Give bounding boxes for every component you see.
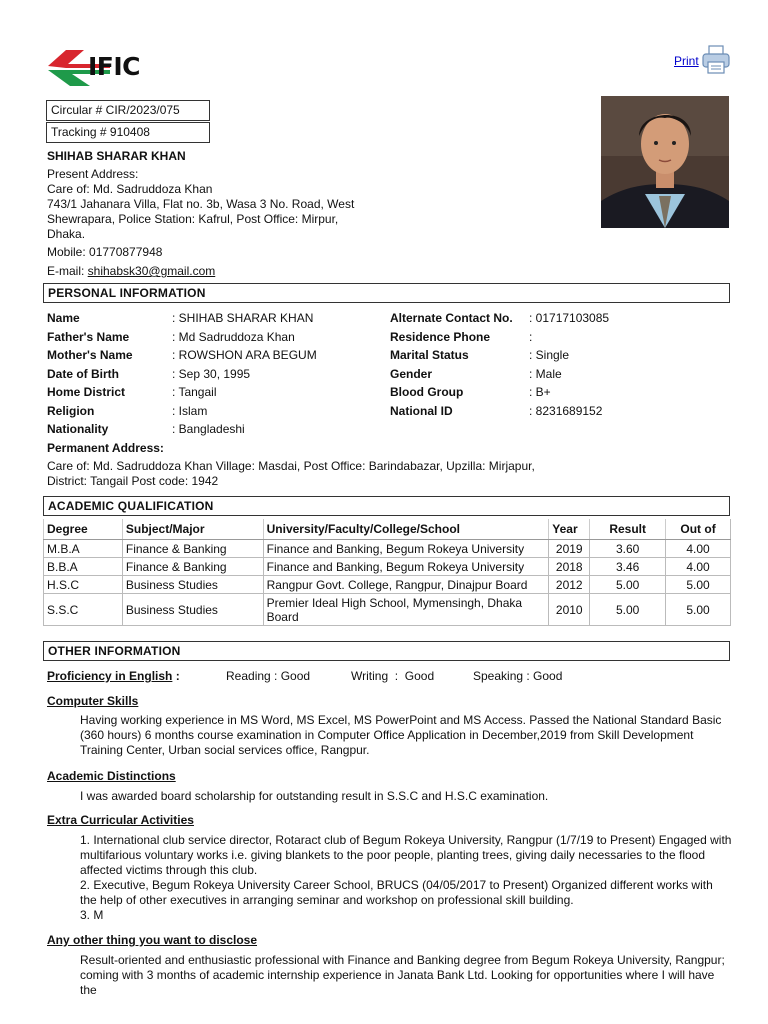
cell: 2012 — [549, 576, 590, 594]
table-header-row — [44, 519, 731, 540]
pi-label: Alternate Contact No. — [390, 311, 513, 325]
cell: Premier Ideal High School, Mymensingh, Dhaka Board — [263, 594, 549, 626]
cell: Finance and Banking, Begum Rokeya University — [263, 558, 549, 576]
column-header: Degree — [44, 519, 123, 540]
cell: Finance and Banking, Begum Rokeya University — [263, 540, 549, 558]
academic-header: ACADEMIC QUALIFICATION — [43, 496, 730, 516]
cell: 5.00 — [666, 576, 731, 594]
pi-label: Residence Phone — [390, 330, 491, 344]
address-line: Care of: Md. Sadruddoza Khan — [47, 182, 213, 196]
cell: 3.46 — [590, 558, 666, 576]
pi-value: : — [529, 330, 533, 344]
table-row — [44, 594, 731, 626]
cell: 2019 — [549, 540, 590, 558]
writing-level: Writing : Good — [351, 669, 435, 683]
email-row — [47, 264, 215, 278]
academic-table — [43, 519, 731, 626]
computer-skills-title: Computer Skills — [47, 694, 139, 708]
pi-value: : Islam — [172, 404, 208, 418]
cell: H.S.C — [44, 576, 123, 594]
email-label: E-mail: — [47, 264, 88, 278]
applicant-photo — [601, 96, 729, 228]
pi-label: National ID — [390, 404, 453, 418]
pi-label: Name — [47, 311, 80, 325]
cell: Finance & Banking — [122, 540, 263, 558]
email-link[interactable]: shihabsk30@gmail.com — [87, 264, 216, 278]
cell: 5.00 — [590, 594, 666, 626]
permanent-address-line: Care of: Md. Sadruddoza Khan Village: Masdai, Post Office: Barindabazar, Upzilla: Mirjapur, — [47, 459, 535, 473]
pi-label: Blood Group — [390, 385, 464, 399]
cell: 4.00 — [666, 540, 731, 558]
column-header: Result — [590, 519, 666, 540]
cell: M.B.A — [44, 540, 123, 558]
extra-curricular-title: Extra Curricular Activities — [47, 813, 194, 827]
printer-icon[interactable] — [702, 44, 730, 76]
other-info-header: OTHER INFORMATION — [43, 641, 730, 661]
cell: Business Studies — [122, 594, 263, 626]
pi-value: : Bangladeshi — [172, 422, 245, 436]
print-link[interactable]: Print — [674, 54, 699, 68]
pi-value: : 8231689152 — [529, 404, 603, 418]
permanent-address — [47, 459, 727, 489]
extra-curricular-item: 1. International club service director, Rotaract club of Begum Rokeya University, Rangpur (1/7/19 to Present) Engaged with multifarious voluntary works i.e. giving blankets to the poor people, planting trees, giving daily necessaries to the flood affected victims through this club. — [80, 833, 732, 877]
personal-info-header: PERSONAL INFORMATION — [43, 283, 730, 303]
circular-number: Circular # CIR/2023/075 — [46, 100, 210, 121]
tracking-number: Tracking # 910408 — [46, 122, 210, 143]
table-row — [44, 558, 731, 576]
cell: 3.60 — [590, 540, 666, 558]
address-line: Dhaka. — [47, 227, 86, 241]
pi-value: : ROWSHON ARA BEGUM — [172, 348, 317, 362]
cell: 5.00 — [590, 576, 666, 594]
pi-label: Nationality — [47, 422, 109, 436]
extra-curricular-item: 3. M — [80, 908, 104, 922]
pi-value: : B+ — [529, 385, 551, 399]
pi-label: Religion — [47, 404, 95, 418]
cell: Finance & Banking — [122, 558, 263, 576]
disclose-text: Result-oriented and enthusiastic professional with Finance and Banking degree from Begum Rokeya University, Rangpur; coming with 3 months of academic internship experience in Janata Bank Ltd. Looking for opportunities where I will have the — [80, 953, 725, 997]
present-address-label: Present Address: — [47, 167, 139, 181]
english-proficiency-row — [47, 669, 180, 683]
reading-level: Reading : Good — [226, 669, 311, 683]
cell: 5.00 — [666, 594, 731, 626]
cell: 4.00 — [666, 558, 731, 576]
pi-label: Gender — [390, 367, 433, 381]
cell: Business Studies — [122, 576, 263, 594]
pi-value: : 01717103085 — [529, 311, 610, 325]
extra-curricular-item: 2. Executive, Begum Rokeya University Career School, BRUCS (04/05/2017 to Present) Organized different works with the help of other executives in arranging seminar and workshop on professional skill building. — [80, 878, 713, 907]
cell: B.B.A — [44, 558, 123, 576]
pi-value: : Md Sadruddoza Khan — [172, 330, 295, 344]
table-row — [44, 576, 731, 594]
speaking-level: Speaking : Good — [473, 669, 563, 683]
table-row — [44, 540, 731, 558]
column-header: University/Faculty/College/School — [263, 519, 549, 540]
cell: 2010 — [549, 594, 590, 626]
column-header: Year — [549, 519, 590, 540]
pi-value: : Male — [529, 367, 562, 381]
column-header: Subject/Major — [122, 519, 263, 540]
english-label: Proficiency in English — [47, 669, 173, 683]
permanent-address-line: District: Tangail Post code: 1942 — [47, 474, 219, 488]
mobile: Mobile: 01770877948 — [47, 245, 163, 259]
pi-value: : Tangail — [172, 385, 217, 399]
pi-label: Father's Name — [47, 330, 130, 344]
applicant-name-heading: SHIHAB SHARAR KHAN — [47, 149, 186, 163]
pi-label: Date of Birth — [47, 367, 119, 381]
present-address — [47, 167, 357, 242]
pi-value: : SHIHAB SHARAR KHAN — [172, 311, 314, 325]
english-colon: : — [172, 669, 180, 683]
pi-label: Mother's Name — [47, 348, 133, 362]
cell: 2018 — [549, 558, 590, 576]
pi-label: Marital Status — [390, 348, 469, 362]
logo-text: IFIC — [88, 52, 141, 81]
disclose-title: Any other thing you want to disclose — [47, 933, 258, 947]
address-line: 743/1 Jahanara Villa, Flat no. 3b, Wasa 3 No. Road, West — [47, 197, 355, 211]
academic-distinctions-title: Academic Distinctions — [47, 769, 176, 783]
computer-skills-text: Having working experience in MS Word, MS Excel, MS PowerPoint and MS Access. Passed the National Standard Basic (360 hours) 6 months course examination in Computer Office Application in December,2019 from Skill Development Training Center, Urban social services office, Rangpur. — [80, 713, 722, 757]
column-header: Out of — [666, 519, 731, 540]
permanent-address-label: Permanent Address: — [47, 441, 164, 455]
address-line: Shewrapara, Police Station: Kafrul, Post Office: Mirpur, — [47, 212, 339, 226]
pi-value: : Single — [529, 348, 570, 362]
cell: S.S.C — [44, 594, 123, 626]
pi-value: : Sep 30, 1995 — [172, 367, 251, 381]
cell: Rangpur Govt. College, Rangpur, Dinajpur Board — [263, 576, 549, 594]
pi-label: Home District — [47, 385, 126, 399]
academic-distinctions-text: I was awarded board scholarship for outstanding result in S.S.C and H.S.C examination. — [80, 789, 549, 803]
